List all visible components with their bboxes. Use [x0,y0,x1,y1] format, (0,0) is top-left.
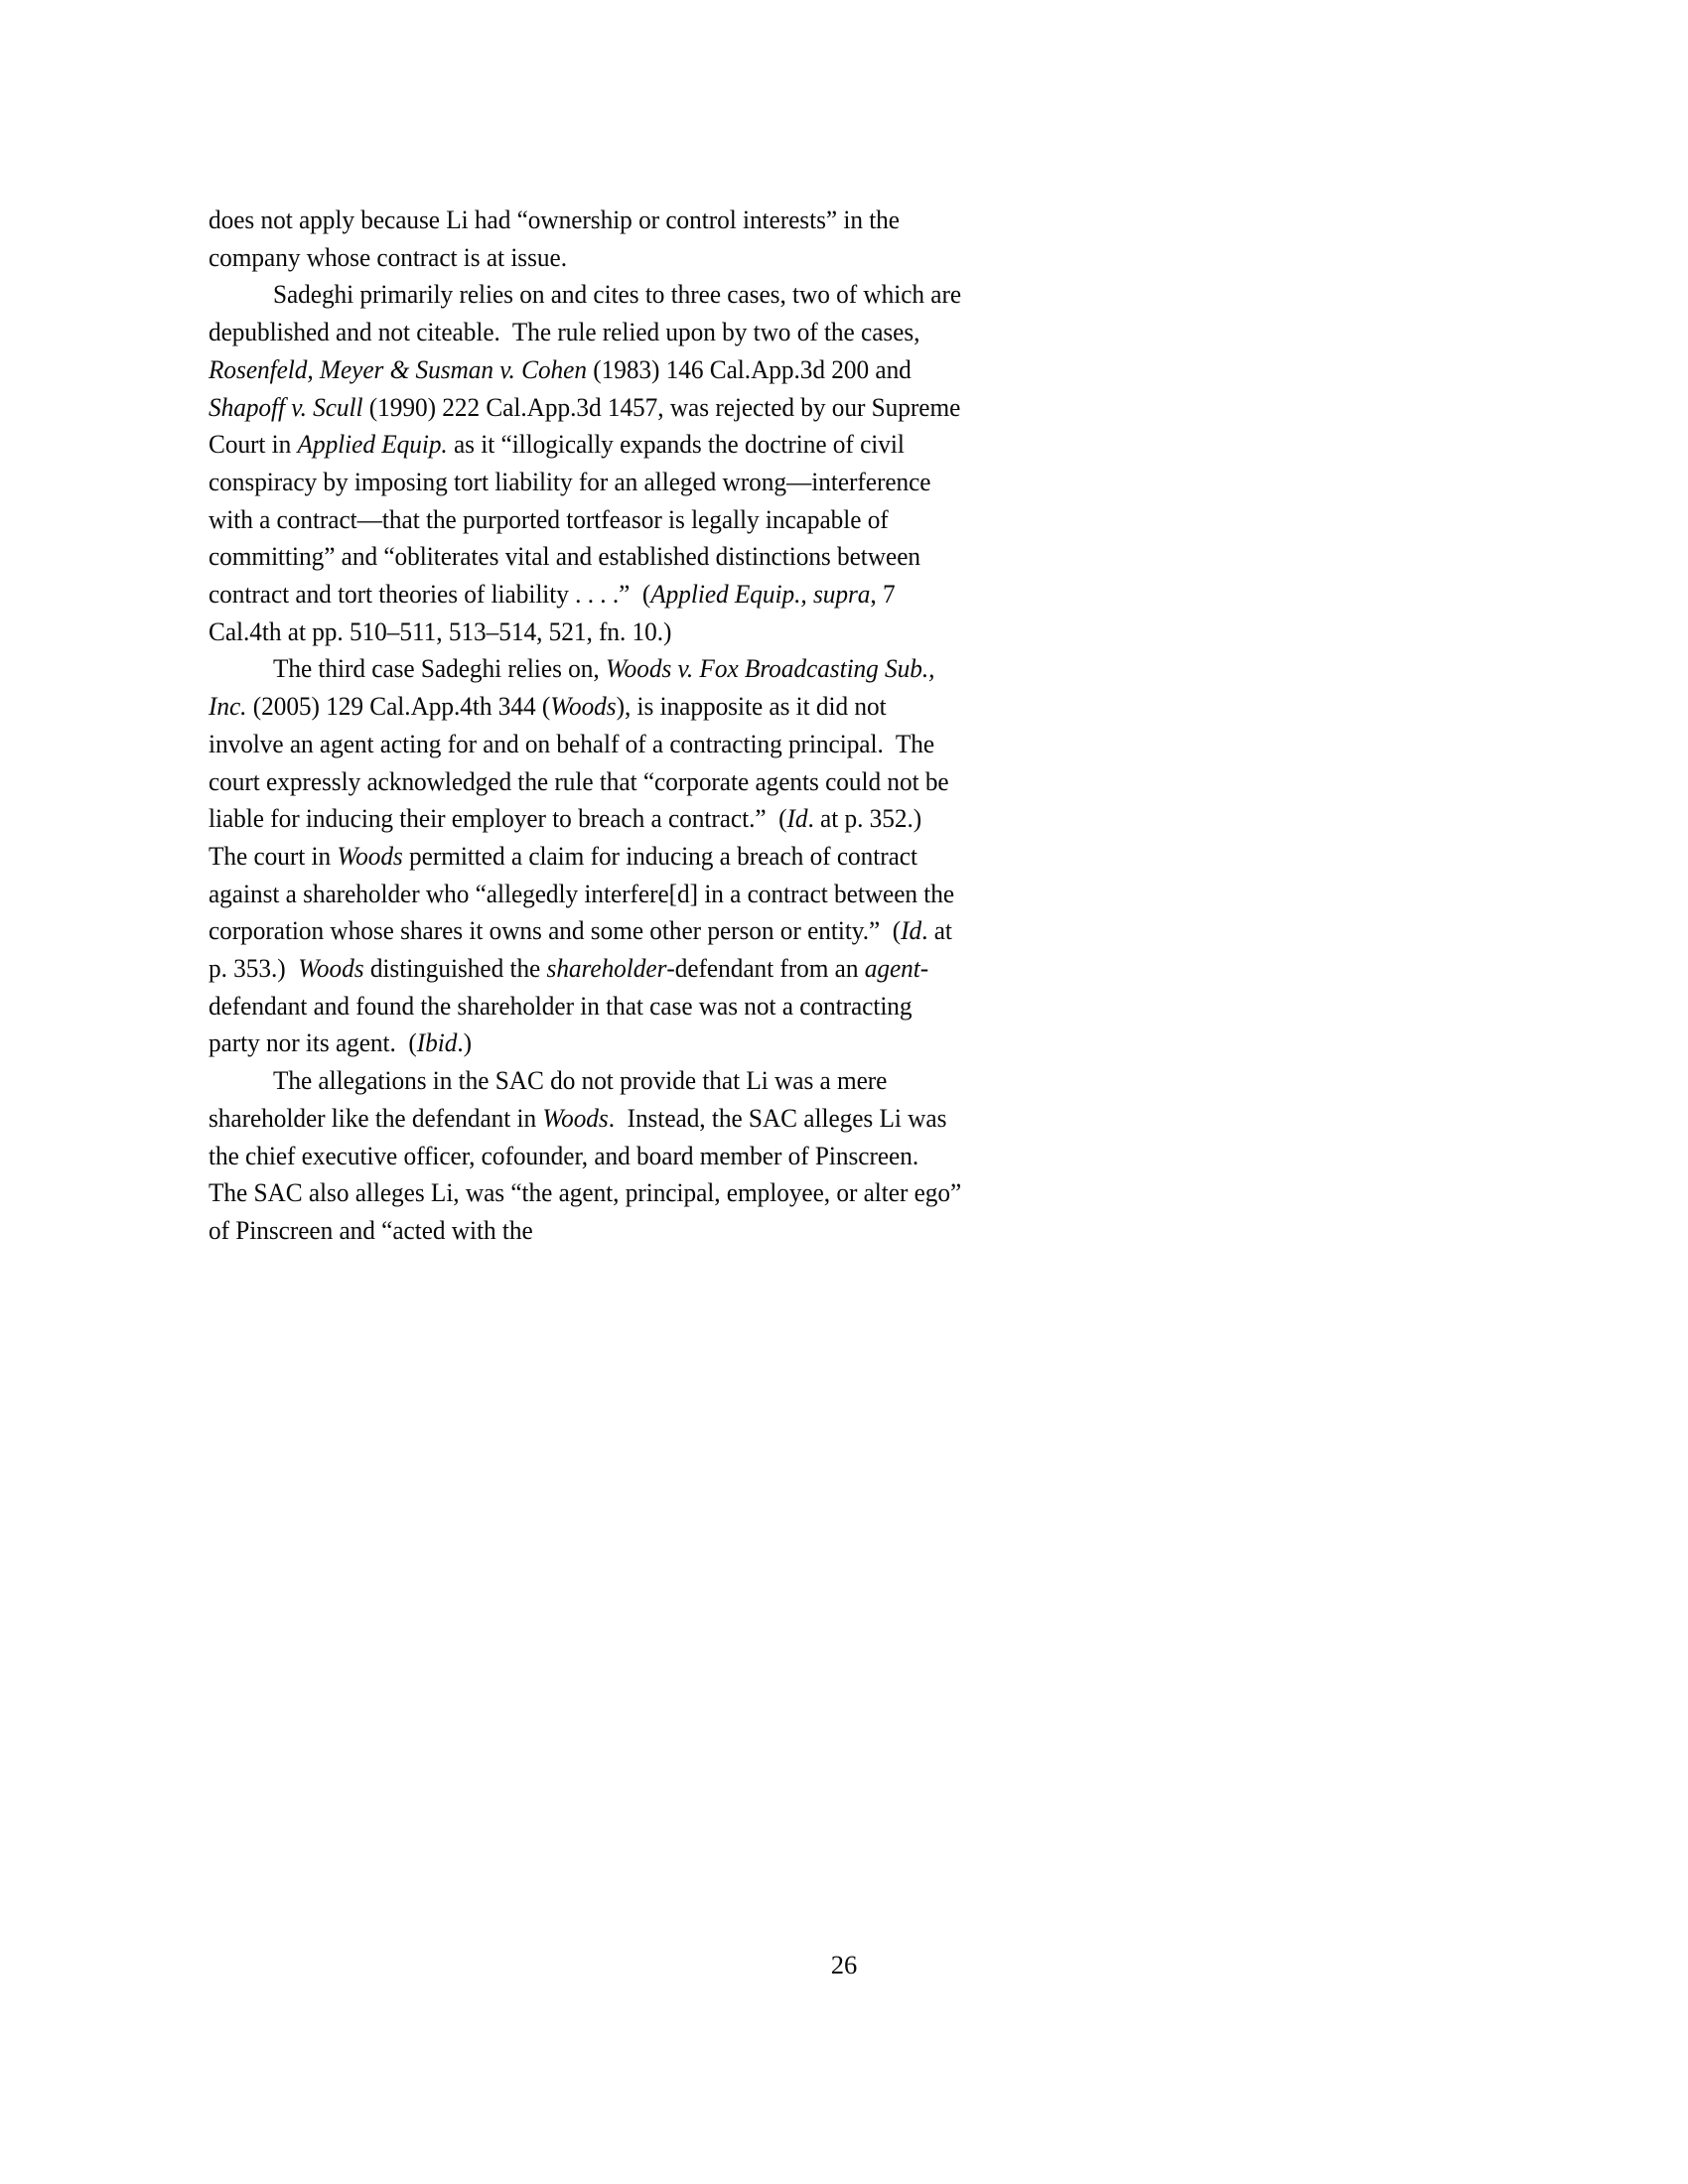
italic-case-citation: Woods [550,691,617,722]
text-run: . Instead, the SAC alleges Li was the chief executive officer, cofounder, and board member of Pinscreen. The SAC also alleges Li, was “the agent, principal, employee, or alter ego” of Pinscreen and “acted with the [209,1102,968,1245]
page-number: 26 [830,1950,858,1979]
italic-case-citation: Shapoff v. Scull [209,391,363,422]
text-run: .) [457,1027,472,1058]
paragraph [209,650,962,1062]
text-run: as it “illogically expands the doctrine of civil conspiracy by imposing tort liability for an alleged wrong—interference with a contract—that the purported tortfeasor is legally incapable of committing” and “obliterates vital and established distinctions between contract and tort theories of liability . . . .” ( [209,429,937,610]
italic-case-citation: Woods v. Fox Broadcasting Sub., Inc. [209,653,941,722]
paragraph [209,202,962,276]
text-run: -defendant and found the shareholder in that case was not a contracting party nor its agent. ( [209,953,929,1058]
paragraph [209,276,968,650]
text-run: ), is inapposite as it did not involve an agent acting for and on behalf of a contracting principal. The court expressly acknowledged the rule that “corporate agents could not be liable for inducing their employer to breach a contract.” ( [209,691,955,834]
text-run: (1983) 146 Cal.App.3d 200 and [586,353,918,384]
text-run: . at p. 352.) The court in [209,803,934,871]
text-run: . at p. 353.) [209,915,959,984]
italic-case-citation: agent [864,953,920,984]
text-run: permitted a claim for inducing a breach of contract against a shareholder who “allegedly interfere[d] in a contract between the corporation whose shares it owns and some other person or entity.” ( [209,840,961,946]
paragraph [209,1062,968,1250]
italic-case-citation: Woods [542,1102,609,1133]
italic-case-citation: Woods [337,840,403,871]
text-run: -defendant from an [666,953,865,984]
italic-case-citation: Id [901,915,922,946]
italic-case-citation: shareholder [546,953,667,984]
italic-case-citation: Id [786,803,808,834]
italic-case-citation: Applied Equip., supra [650,579,871,610]
opinion-body-text [209,202,968,1250]
text-run: does not apply because Li had “ownership or control interests” in the company whose contract is at issue. [209,205,907,272]
italic-case-citation: Rosenfeld, Meyer & Susman v. Cohen [209,353,587,384]
text-run: The allegations in the SAC do not provide that Li was a mere shareholder like the defendant in [209,1065,894,1133]
italic-case-citation: Ibid [416,1027,458,1058]
italic-case-citation: Applied Equip. [297,429,448,460]
text-run: The third case Sadeghi relies on, [272,653,606,684]
text-run: , 7 Cal.4th at pp. 510–511, 513–514, 521, fn. 10.) [209,579,902,646]
text-run: distinguished the [363,953,547,984]
italic-case-citation: Woods [298,953,364,984]
text-run: Sadeghi primarily relies on and cites to three cases, two of which are depublished and not citeable. The rule relied upon by two of the cases, [209,279,968,347]
text-run: (2005) 129 Cal.App.4th 344 ( [246,691,551,722]
text-run: (1990) 222 Cal.App.3d 1457, was rejected by our Supreme Court in [209,391,967,460]
